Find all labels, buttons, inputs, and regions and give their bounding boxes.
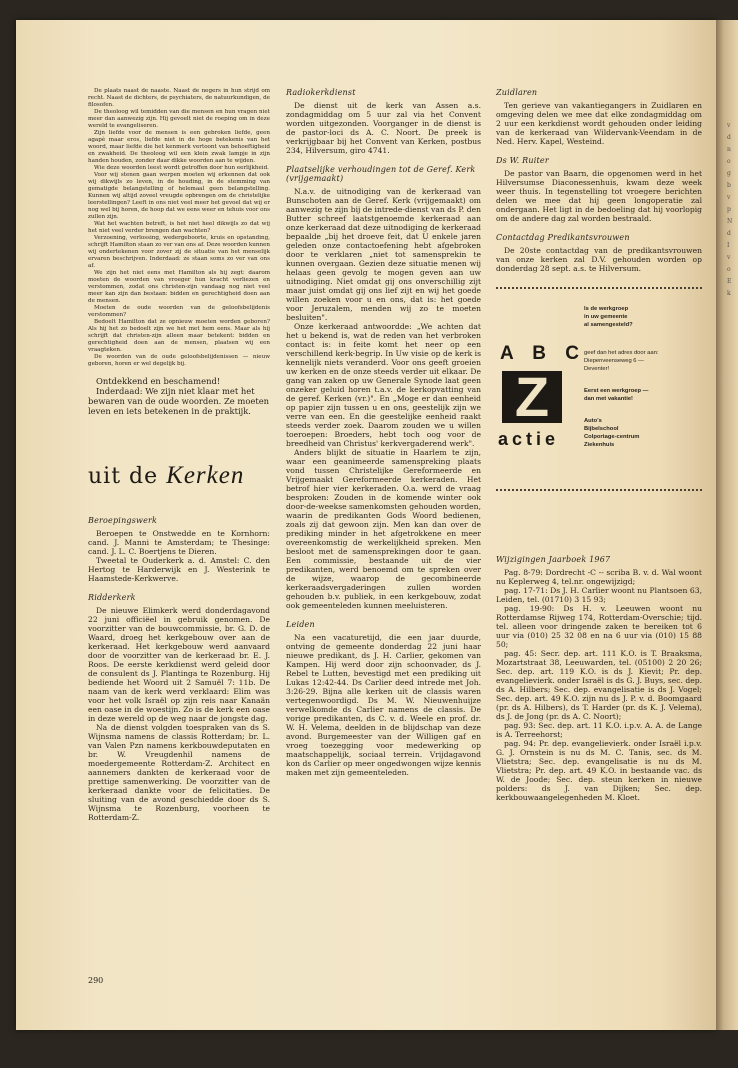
edge-letter: N: [727, 218, 733, 225]
banner-kerken: Kerken: [166, 462, 245, 489]
leiden-body: [286, 633, 481, 777]
news-paragraph: Anders blijkt de situatie in Haarlem te zijn, waar een geanimeerde samenspreking plaats vond tussen Christelijke Gereformeerde en Vrijgemaakt Gereformeerde kerkeraden. Het betrof hier vier kerkeraden. O.a. werd de vraag besproken: Zouden in de komende winter ook door-de-weekse samenkomsten gehouden worden, waarin de predikanten Gods Woord bedienen, zoals zij dat gewoon zijn. Men kan dan over de prediking minder in het afgetrokkene en meer overeenkomstig de werkelijkheid spreken. Men besloot met de samensprekingen door te gaan. Een commissie, bestaande uit de vier predikanten, werd benoemd om te spreken over de wijze, waarop de gecombineerde kerkeraadsvergaderingen zullen worden gehouden b.v. publiek, in een kerkgebouw, zodat ook gemeenteleden kunnen meeluisteren.: [286, 448, 481, 610]
ad-line: geef dan het adres door aan:: [584, 350, 659, 356]
column-right: [496, 88, 702, 802]
dotted-divider: [496, 287, 702, 289]
ad-z-logo: Z: [502, 371, 562, 423]
news-paragraph: N.a.v. de uitnodiging van de kerkeraad van Bunschoten aan de Geref. Kerk (vrijgemaakt) om aanwezig te zijn bij de intrede-dienst van ds P. den Butter schreef laatstgenoemde kerkeraad aan onze kerkeraad dat deze uitnodiging de kerkeraad bepaalde „bij het droeve feit, dat U enkele jaren geleden onze contactoefening hebt afgebroken door te verklaren „niet tot samensprekin te kunnen overgaan. Gezien deze situatie menen wij helaas geen gevolg te mogen geven aan uw uitnodiging. Niet omdat gij ons onverschillig zijt maar juist omdat gij ons lief zijt en wij het goede willen zoeken voor u en ons, dat is: het goede voor Jeruzalem, menden wij zo te moeten besluiten".: [286, 187, 481, 322]
news-paragraph: pag. 45: Secr. dep. art. 111 K.O. is T. Braaksma, Mozartstraat 38, Leeuwarden, tel. (05100) 2 20 26; Sec. dep. art. 119 K.O. is ds J. Kievit; Pr. dep. evangelievierk. onder Israël is ds G. J. Buys, sec. dep. ds A. Hilbers; Sec. dep. evangelisatie is ds J. Vogel; Sec. dep. art. 49 K.O. zijn nu ds J. P. v. d. Boomgaard (pr. ds A. Hilbers), ds T. Harder (pr. ds K. J. Velema), ds J. de Jong (pr. ds A. C. Noort);: [496, 649, 702, 721]
ridderkerk-body: [88, 606, 270, 822]
section-heading: Radiokerkdienst: [286, 88, 356, 97]
edge-letter: I: [727, 242, 730, 249]
ad-line: Auto's: [584, 418, 602, 424]
section-heading: Wijzigingen Jaarboek 1967: [496, 555, 611, 564]
article-paragraph: Wie deze woorden leest wordt getroffen door hun eerlijkheid.: [94, 165, 269, 171]
edge-letter: E: [727, 278, 732, 285]
news-paragraph: pag. 94: Pr. dep. evangelievierk. onder Israël i.p.v. G. J. Ornstein is nu ds M. C. Tanis, sec. ds M. Vlietstra; Sec. dep. evangelisatie is nu ds M. Vlietstra; Pr. dep. art. 49 K.O. in bestaande vac. ds W. de Joode; Sec. dep. steun kerken in nieuwe polders: ds J. van Dijken; Sec. dep. kerkbouwaangelegenheden M. Kloet.: [496, 739, 702, 802]
wijzigingen-body: [496, 568, 702, 802]
article-paragraph: Verzoening, verlossing, wedergeboorte, kruis en opstanding, schrijft Hamilton staan zo ver van ons af. Deze woorden kunnen wij ondertekenen voor zover zij de situatie van het menselijk ervaren beschrijven. Inderdaad: ze staan soms zo ver van ons af.: [88, 235, 270, 269]
edge-letter: k: [727, 290, 731, 297]
plaatselijke-body: [286, 187, 481, 610]
section-heading: Contactdag Predikantsvrouwen: [496, 233, 630, 242]
ad-line: in uw gemeente: [584, 314, 628, 320]
ad-list: [584, 417, 704, 449]
news-paragraph: De pastor van Baarn, die opgenomen werd in het Hilversumse Diaconessenhuis, kwam deze week weer thuis. In tegenstelling tot vroegere berichten delen we mee dat hij geen longoperatie zal ondergaan. Het ligt in de bedoeling dat hij voorlopig om de andere dag zal worden bestraald.: [496, 169, 702, 223]
section-heading: Ds W. Ruiter: [496, 156, 549, 165]
hamilton-article: [88, 88, 270, 368]
news-paragraph: Na de dienst volgden toespraken van ds S. Wijnsma namens de classis Rotterdam; br. L. van Valen Pzn namens kerkbouwdeputaten en br. W. Vreugdenhil namens de moedergemeente Rotterdam-Z. Architect en aannemers dankten de kerkeraad voor de prettige samenwerking. De voorzitter van de kerkeraad dankte voor de felicitaties. De sluiting van de avond geschiedde door ds S. Wijnsma te Rozenburg, voorheen te Rotterdam-Z.: [88, 723, 270, 822]
edge-letter: o: [727, 266, 731, 273]
edge-letter: n: [727, 146, 731, 153]
article-paragraph: De theoloog wil temidden van die mensen en hun vragen niet meer dan aanwezig zijn. Hij gevoelt niet de roeping om in deze wereld te evangeliseren.: [88, 109, 270, 129]
edge-letter: b: [727, 182, 731, 189]
article-paragraph: We zijn het niet eens met Hamilton als hij zegt: daarom moeten de woorden van vroeger hun kracht verliezen en verstommen, zodat ons christen-zijn vandaag nog niet veel meer kan zijn dan bestaan: bidden en gerechtigheid doen aan de mensen.: [88, 270, 270, 304]
article-paragraph: Voor wij stenen gaan werpen moeten wij erkennen dat ook wij dikwijls zo leven, in de houding, in de stemming van gematigde belangstelling of helemaal geen belangstelling. Kunnen wij altijd zoveel vreugde opbrengen om de christelijke leerstellingen? Leeft in ons niet veel meer het gevoel dat wij er nog wel bij horen, de hoop dat we eens weer en tehuis voor ons zullen zijn.: [88, 172, 270, 220]
news-paragraph: pag. 17-71: Ds J. H. Carlier woont nu Plantsoen 63, Leiden, tel. (01710) 3 15 93;: [496, 586, 702, 604]
article-paragraph: De plaats naast de naaste. Naast de negers in hun strijd om recht. Naast de dichters, de psychiaters, de natuurkundigen, de filosofen.: [88, 88, 270, 108]
ad-line: Bijbelschool: [584, 426, 619, 432]
article-paragraph: Bedoelt Hamilton dat ze opnieuw moeten worden geboren? Als hij het zo bedoelt zijn we het met hem eens. Maar als hij schrijft dat christen-zijn alleen maar betekent: bidden en gerechtigheid doen aan de mensen, plaatsen wij een vraagteken.: [88, 319, 270, 353]
ad-line: dan met vakantie!: [584, 396, 633, 402]
edge-letter: v: [727, 254, 731, 261]
conclusion-paragraph: Inderdaad: We zijn niet klaar met het bewaren van de oude woorden. Ze moeten leven en iets betekenen in de praktijk.: [88, 386, 270, 416]
ad-line: Deventer!: [584, 366, 610, 372]
section-banner: [88, 462, 270, 490]
news-paragraph: Pag. 8-79: Dordrecht -C -- scriba B. v. d. Wal woont nu Keplerweg 4, tel.nr. ongewijzigd;: [496, 568, 702, 586]
section-heading: Beroepingswerk: [88, 516, 158, 525]
ad-actie-word: actie: [498, 429, 560, 449]
edge-letter: p: [727, 206, 731, 213]
edge-letter: d: [727, 230, 731, 237]
section-heading: Ridderkerk: [88, 593, 136, 602]
ad-abc-letters: A B C: [500, 343, 587, 364]
ad-address: [584, 349, 704, 373]
ad-line: Diepenveenseweg 6 —: [584, 358, 644, 364]
ruiter-body: [496, 169, 702, 223]
news-paragraph: pag. 19-90: Ds H. v. Leeuwen woont nu Rotterdamse Rijweg 174, Rotterdam-Overschie; tijd. tel. alleen voor dringende zaken te bereiken tot 6 uur via (010) 25 32 08 en na 6 uur via (010) 15 88 50;: [496, 604, 702, 649]
magazine-page: [16, 20, 716, 1030]
article-paragraph: Moeten de oude woorden van de geloofsbelijdenis verstommen?: [88, 305, 270, 318]
next-page-edge-text: [727, 120, 738, 300]
edge-letter: v: [727, 122, 731, 129]
contactdag-body: [496, 246, 702, 273]
news-paragraph: Onze kerkeraad antwoordde: „We achten dat het u bekend is, wat de reden van het verbroken contact is: in feite komt het neer op een verschillend kerk-begrip. In Uw visie op de kerk is kennelijk niets veranderd. Voor ons geeft groeien uw kerken en de onze steeds verder uit elkaar. De gang van zaken op uw Generale Synode laat geen onzeker geluid horen t.a.v. de kerkopvatting van de geref. Kerken (vr.)". En „Moge er dan eenheid op papier zijn tussen u en ons, geestelijk zijn we verre van een. En die geestelijke eenheid raakt steeds verder zoek. Daarom zouden we u willen toeroepen: Broeders, hebt toch oog voor de breedheid van Christus' kerkvergaderend werk".: [286, 322, 481, 448]
article-paragraph: Zijn liefde voor de mensen is een gebroken liefde, geen agapè maar eros, liefde niet in de hoge betekenis van het woord, maar liefde die het kenmerk vertoont van behoeftigheid en zwakheid. De theoloog wil een klein zwak lampje in zijn handen houden, zonder daar dikke woorden aan te wijden.: [88, 130, 270, 164]
edge-letter: o: [727, 158, 731, 165]
ad-line: Eerst een werkgroep —: [584, 388, 649, 394]
news-paragraph: De 20ste contactdag van de predikantsvrouwen van onze kerken zal D.V. gehouden worden op donderdag 28 sept. a.s. te Hilversum.: [496, 246, 702, 273]
section-heading: Zuidlaren: [496, 88, 538, 97]
edge-letter: g: [727, 170, 731, 177]
ad-line: Is de werkgroep: [584, 306, 629, 312]
ad-question: [584, 305, 704, 329]
conclusion-paragraph: Ontdekkend en beschamend!: [96, 376, 221, 386]
ad-line: Colportage-centrum: [584, 434, 640, 440]
news-paragraph: Tweetal te Ouderkerk a. d. Amstel: C. den Hertog te Harderwijk en J. Westerink te Haamstede-Kerkwerve.: [88, 556, 270, 583]
zuidlaren-body: [496, 101, 702, 146]
news-paragraph: pag. 93: Sec. dep. art. 11 K.O. i.p.v. A. A. de Lange is A. Terreehorst;: [496, 721, 702, 739]
column-middle: [286, 88, 481, 777]
news-paragraph: Na een vacaturetijd, die een jaar duurde, ontving de gemeente donderdag 22 juni haar nieuwe predikant, ds J. H. Carlier, gekomen van Kampen. Hij werd door zijn schoonvader, ds J. Rebel te Lutten, bevestigd met een prediking uit Lukas 12:42-44. Ds Carlier deed intrede met Joh. 3:26-29. Bijna alle kerken uit de classis waren vertegenwoordigd. Ds M. W. Nieuwenhuijze verwelkomde ds Carlier namens de classis. De vorige predikanten, ds C. v. d. Weele en prof. dr. W. H. Velema, deelden in de blijdschap van deze avond. Burgemeester van der Willigen gaf en vroeg toezegging voor medewerking op maatschappelijk, sociaal terrein. Vrijdagavond kon ds Carlier op meer ongedwongen wijze kennis maken met zijn gemeenteleden.: [286, 633, 481, 777]
article-paragraph: De woorden van de oude geloofsbelijdenissen — nieuw geboren, horen er wel degelijk bij.: [88, 354, 270, 367]
dotted-divider: [496, 489, 702, 491]
article-conclusion: [88, 376, 270, 416]
banner-uit: uit de: [88, 464, 159, 489]
abc-actie-advert: [496, 303, 702, 475]
section-heading: Plaatselijke verhoudingen tot de Geref. Kerk (vrijgemaakt): [286, 165, 476, 183]
section-heading: Leiden: [286, 620, 315, 629]
news-paragraph: De nieuwe Elimkerk werd donderdagavond 22 juni officiëel in gebruik genomen. De voorzitter van de bouwcommissie, br. G. D. de Waard, droeg het kerkgebouw over aan de kerkeraad. Het kerkgebouw werd aanvaard door de voorzitter van de kerkeraad br. E. J. Roos. De eerste kerkdienst werd geleid door de consulent ds J. Plantinga te Rozenburg. Hij bediende het Woord uit 2 Samuël 7: 11b. De naam van de kerk werd verklaard: Elim was voor het volk Israël op zijn reis naar Kanaän een oase in de woestijn. Zo is de kerk een oase in deze wereld op de weg naar de jongste dag.: [88, 606, 270, 723]
ad-line: al samengesteld?: [584, 322, 633, 328]
column-left: [88, 88, 270, 822]
ad-slogan: [584, 387, 704, 403]
radiokerkdienst-body: [286, 101, 481, 155]
page-number: 290: [88, 976, 104, 985]
ad-line: Ziekenhuis: [584, 442, 615, 448]
beroepingswerk-body: [88, 529, 270, 583]
edge-letter: d: [727, 134, 731, 141]
edge-letter: v: [727, 194, 731, 201]
news-paragraph: De dienst uit de kerk van Assen a.s. zondagmiddag om 5 uur zal via het Convent worden uitgezonden. Voorganger in de dienst is de pastor-loci ds A. C. Noort. De preek is verkrijgbaar bij het Convent van Kerken, postbus 234, Hilversum, giro 4741.: [286, 101, 481, 155]
article-paragraph: Wat het wachten betreft, is het niet heel dikwijls zo dat wij het niet veel verder brengen dan wachten?: [88, 221, 270, 234]
news-paragraph: Beroepen te Onstwedde en te Kornhorn: cand. J. Manni te Amsterdam; te Thesinge: cand. J. L. C. Boertjens te Dieren.: [88, 529, 270, 556]
news-paragraph: Ten gerieve van vakantiegangers in Zuidlaren en omgeving delen we mee dat elke zondagmiddag om 2 uur een kerkdienst wordt gehouden onder leiding van de kerkeraad van Wildervank-Veendam in de Ned. Herv. Kapel, Westeind.: [496, 101, 702, 146]
